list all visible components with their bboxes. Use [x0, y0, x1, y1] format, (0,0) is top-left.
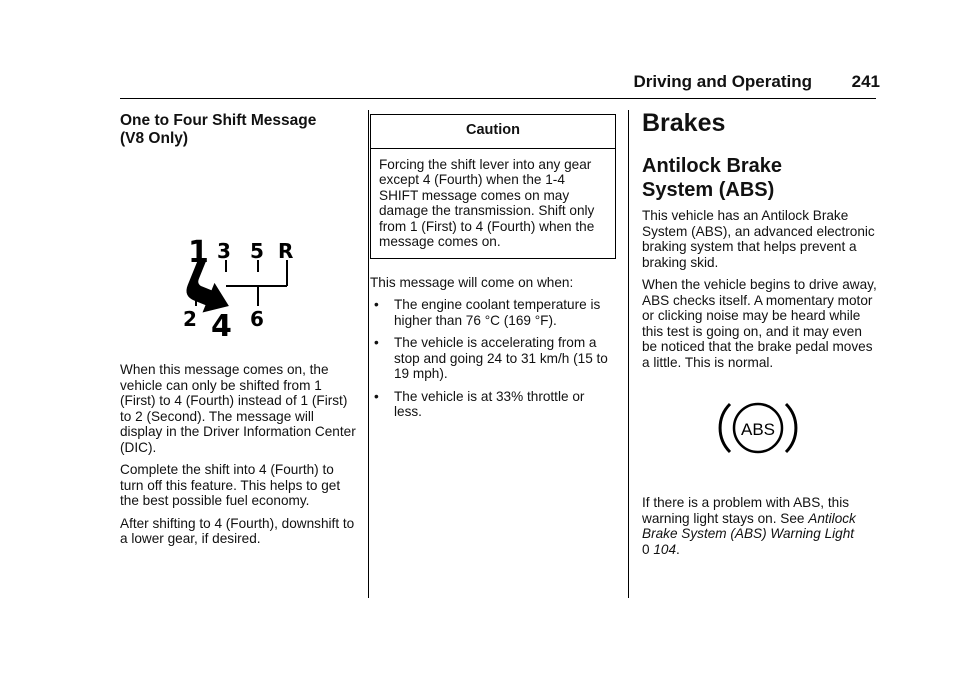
shift-pattern-svg: [120, 148, 356, 362]
gear-label-2: 2: [183, 307, 197, 331]
final-text: If there is a problem with ABS, this warning light stays on. See: [642, 495, 850, 526]
paragraph: Complete the shift into 4 (Fourth) to turn off this feature. This helps to get the best possible fuel economy.: [120, 462, 341, 508]
gear-label-4: 4: [211, 309, 232, 344]
abs-final-paragraph: [642, 495, 880, 557]
page-header: [0, 72, 880, 96]
list-item: [370, 297, 616, 328]
caution-text: Forcing the shift lever into any gear except 4 (Fourth) when the 1-4 SHIFT message comes on may damage the transmission. Shift only from 1 (First) to 4 (Fourth) when the message comes on.: [379, 156, 595, 249]
paragraph: This vehicle has an Antilock Brake System (ABS), an advanced electronic braking system that helps prevent a braking skid.: [642, 208, 875, 270]
left-column: [120, 112, 356, 554]
middle-column: [370, 108, 616, 427]
abs-warning-light: [642, 377, 880, 495]
paragraph: After shifting to 4 (Fourth), downshift to a lower gear, if desired.: [120, 515, 355, 546]
bullet-mark: •: [374, 297, 379, 312]
bullet-mark: •: [374, 388, 379, 404]
gear-label-r: R: [278, 239, 294, 263]
bullet-intro: This message will come on when:: [370, 274, 574, 290]
gear-label-1: 1: [188, 235, 209, 270]
list-item: [370, 389, 616, 420]
abs-icon-arc-left: [720, 404, 730, 452]
page-number: 241: [851, 72, 880, 91]
gear-label-3: 3: [217, 239, 231, 263]
gear-label-6: 6: [250, 307, 264, 331]
caution-title: Caution: [371, 115, 615, 149]
heading-line-2: (V8 Only): [120, 130, 189, 147]
bullet-mark: •: [374, 335, 379, 350]
section-title: Driving and Operating: [633, 72, 812, 91]
page-ref-icon: 0: [642, 541, 650, 557]
abs-heading-line-1: Antilock Brake: [642, 155, 783, 177]
ref-end: .: [676, 541, 680, 557]
header-rule: [120, 98, 876, 99]
column-divider-left: [368, 110, 369, 598]
shift-message-heading: [120, 112, 356, 148]
list-item: [370, 335, 616, 382]
paragraph: When the vehicle begins to drive away, ABS checks itself. A momentary motor or clicking noise may be heard while this test is going on, and it may even be noticed that the brake pedal moves a little. This is normal.: [642, 277, 877, 370]
bullet-text: The vehicle is accelerating from a stop and going 24 to 31 km/h (15 to 19 mph).: [394, 335, 608, 381]
abs-icon-arc-right: [786, 404, 796, 452]
abs-icon-text: ABS: [740, 420, 776, 439]
caution-box: [370, 114, 616, 259]
page-ref-number[interactable]: 104: [653, 541, 677, 557]
abs-warning-light-link[interactable]: Antilock Brake System (ABS) Warning Light: [642, 510, 856, 541]
gear-label-5: 5: [250, 239, 264, 263]
heading-line-1: One to Four Shift Message: [120, 112, 317, 129]
shift-pattern-diagram: [120, 148, 356, 362]
bullet-text: The engine coolant temperature is higher than 76 °C (169 °F).: [394, 297, 601, 328]
abs-heading-line-2: System (ABS): [642, 179, 775, 201]
column-divider-right: [628, 110, 629, 598]
abs-icon: [642, 377, 880, 495]
bullet-text: The vehicle is at 33% throttle or less.: [394, 388, 585, 419]
abs-heading: [642, 154, 880, 202]
right-column: [642, 108, 880, 564]
brakes-heading: Brakes: [642, 109, 726, 137]
paragraph: When this message comes on, the vehicle can only be shifted from 1 (First) to 4 (Fourth) instead of 1 (First) to 2 (Second). The message will display in the Driver Information Center (DIC).: [120, 362, 356, 455]
